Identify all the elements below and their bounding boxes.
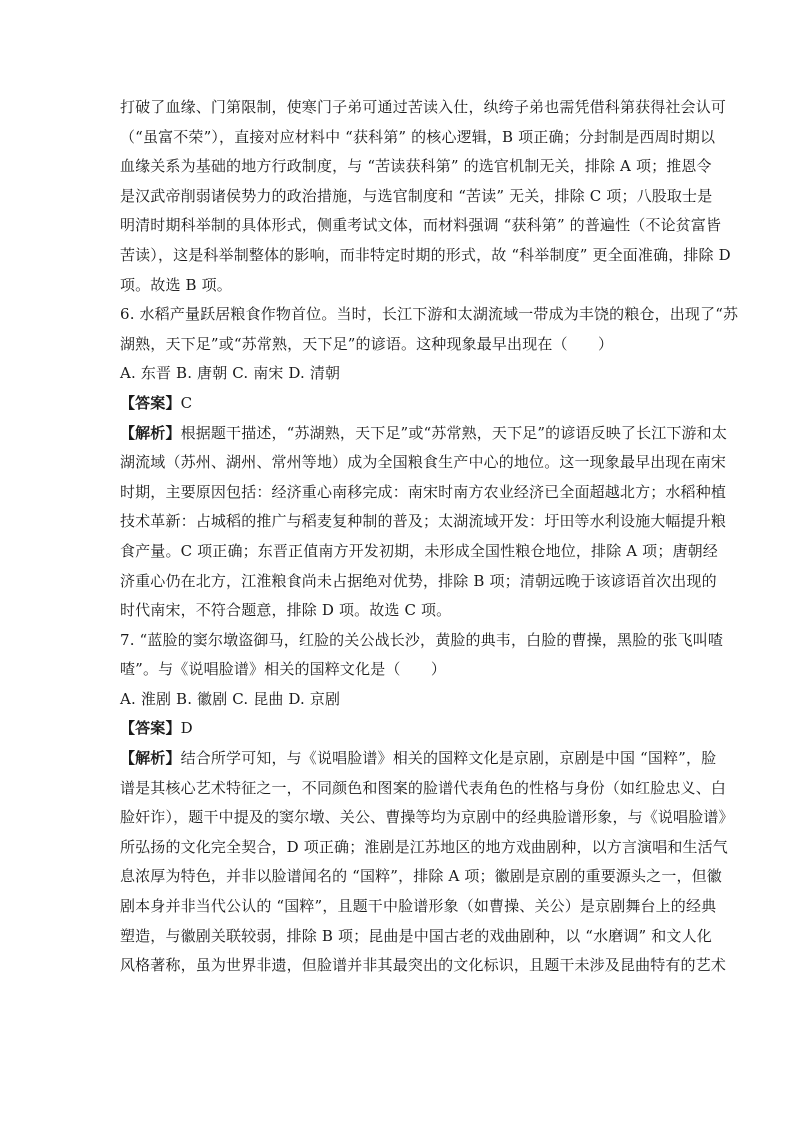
analysis-text-line: 风格著称，虽为世界非遗，但脸谱并非其最突出的文化标识，且题干未涉及昆曲特有的艺术	[120, 956, 727, 975]
question-text-line: 7. “蓝脸的窦尔墩盗御马，红脸的关公战长沙，黄脸的典韦，白脸的曹操，黑脸的张飞叫喳	[120, 630, 724, 649]
text-line: 血缘关系为基础的地方行政制度，与 “苦读获科第” 的选官机制无关，排除 A 项；推恩令	[120, 157, 712, 176]
analysis-text-line: 息浓厚为特色，并非以脸谱闻名的 “国粹”，排除 A 项；徽剧是京剧的重要源头之一，但徽	[120, 867, 722, 886]
analysis-text-line: 时代南宋，不符合题意，排除 D 项。故选 C 项。	[120, 601, 452, 620]
analysis-text-line: 食产量。C 项正确；东晋正值南方开发初期，未形成全国性粮仓地位，排除 A 项；唐朝经	[120, 541, 718, 560]
analysis-text-line: 济重心仍在北方，江淮粮食尚未占据绝对优势，排除 B 项；清朝远晚于该谚语首次出现的	[120, 571, 717, 590]
answer-value: D	[180, 719, 193, 738]
q5-analysis-continued	[120, 93, 731, 300]
analysis-label: 【解析】	[120, 423, 181, 442]
answer-label: 【答案】	[120, 393, 181, 412]
question-6	[120, 300, 739, 359]
text-line: 苦读），这是科举制整体的影响，而非特定时期的形式，故 “科举制度” 更全面准确，排除 D	[120, 245, 731, 264]
question-6-answer	[120, 389, 676, 419]
analysis-text-line: 塑造，与徽剧关联较弱，排除 B 项；昆曲是中国古老的戏曲剧种，以 “水磨调” 和文人化	[120, 926, 712, 945]
analysis-text-line: 脸奸诈），题干中提及的窦尔墩、关公、曹操等均为京剧中的经典脸谱形象，与《说唱脸谱》	[120, 808, 734, 827]
analysis-text-line: 剧本身并非当代公认的 “国粹”，且题干中脸谱形象（如曹操、关公）是京剧舞台上的经典	[120, 897, 717, 916]
question-text-line: 喳”。与《说唱脸谱》相关的国粹文化是（ ）	[120, 660, 446, 679]
answer-label: 【答案】	[120, 719, 181, 738]
text-line: 项。故选 B 项。	[120, 275, 232, 294]
analysis-text-line: 湖流域（苏州、湖州、常州等地）成为全国粮食生产中心的地位。这一现象最早出现在南宋	[120, 453, 727, 472]
analysis-text-line	[120, 419, 727, 449]
question-text-line: 6. 水稻产量跃居粮食作物首位。当时，长江下游和太湖流域一带成为丰饶的粮仓，出现了“苏	[120, 305, 739, 324]
question-6-analysis	[120, 419, 727, 626]
analysis-text-line: 所弘扬的文化完全契合，D 项正确；淮剧是江苏地区的地方戏曲剧种，以方言演唱和生活气	[120, 837, 728, 856]
analysis-text-line	[120, 744, 717, 774]
question-6-options: A. 东晋 B. 唐朝 C. 南宋 D. 清朝	[120, 364, 341, 383]
answer-value: C	[180, 393, 193, 412]
question-7-analysis	[120, 744, 734, 981]
text-line: 打破了血缘、门第限制，使寒门子弟可通过苦读入仕，纨绔子弟也需凭借科第获得社会认可	[120, 98, 727, 116]
question-text-line: 湖熟，天下足”或“苏常熟，天下足”的谚语。这种现象最早出现在（ ）	[120, 334, 614, 353]
question-7-options: A. 淮剧 B. 徽剧 C. 昆曲 D. 京剧	[120, 689, 341, 708]
text-line: 是汉武帝削弱诸侯势力的政治措施，与选官制度和 “苦读” 无关，排除 C 项；八股取士是	[120, 186, 713, 205]
question-7	[120, 626, 724, 685]
analysis-text: 结合所学可知，与《说唱脸谱》相关的国粹文化是京剧，京剧是中国 “国粹”，脸	[180, 749, 717, 768]
analysis-text-line: 谱是其核心艺术特征之一，不同颜色和图案的脸谱代表角色的性格与身份（如红脸忠义、白	[120, 778, 727, 797]
question-7-answer	[120, 714, 676, 744]
document-page	[120, 93, 739, 981]
analysis-text-line: 时期，主要原因包括：经济重心南移完成：南宋时南方农业经济已全面超越北方；水稻种植	[120, 482, 727, 501]
analysis-label: 【解析】	[120, 749, 181, 768]
analysis-text-line: 技术革新：占城稻的推广与稻麦复种制的普及；太湖流域开发：圩田等水利设施大幅提升粮	[120, 512, 727, 531]
text-line: 明清时期科举制的具体形式，侧重考试文体，而材料强调 “获科第” 的普遍性（不论贫富皆	[120, 216, 722, 235]
text-line: （“虽富不荣”），直接对应材料中 “获科第” 的核心逻辑，B 项正确；分封制是西周时期以	[120, 127, 716, 146]
analysis-text: 根据题干描述，“苏湖熟，天下足”或“苏常熟，天下足”的谚语反映了长江下游和太	[180, 423, 727, 442]
